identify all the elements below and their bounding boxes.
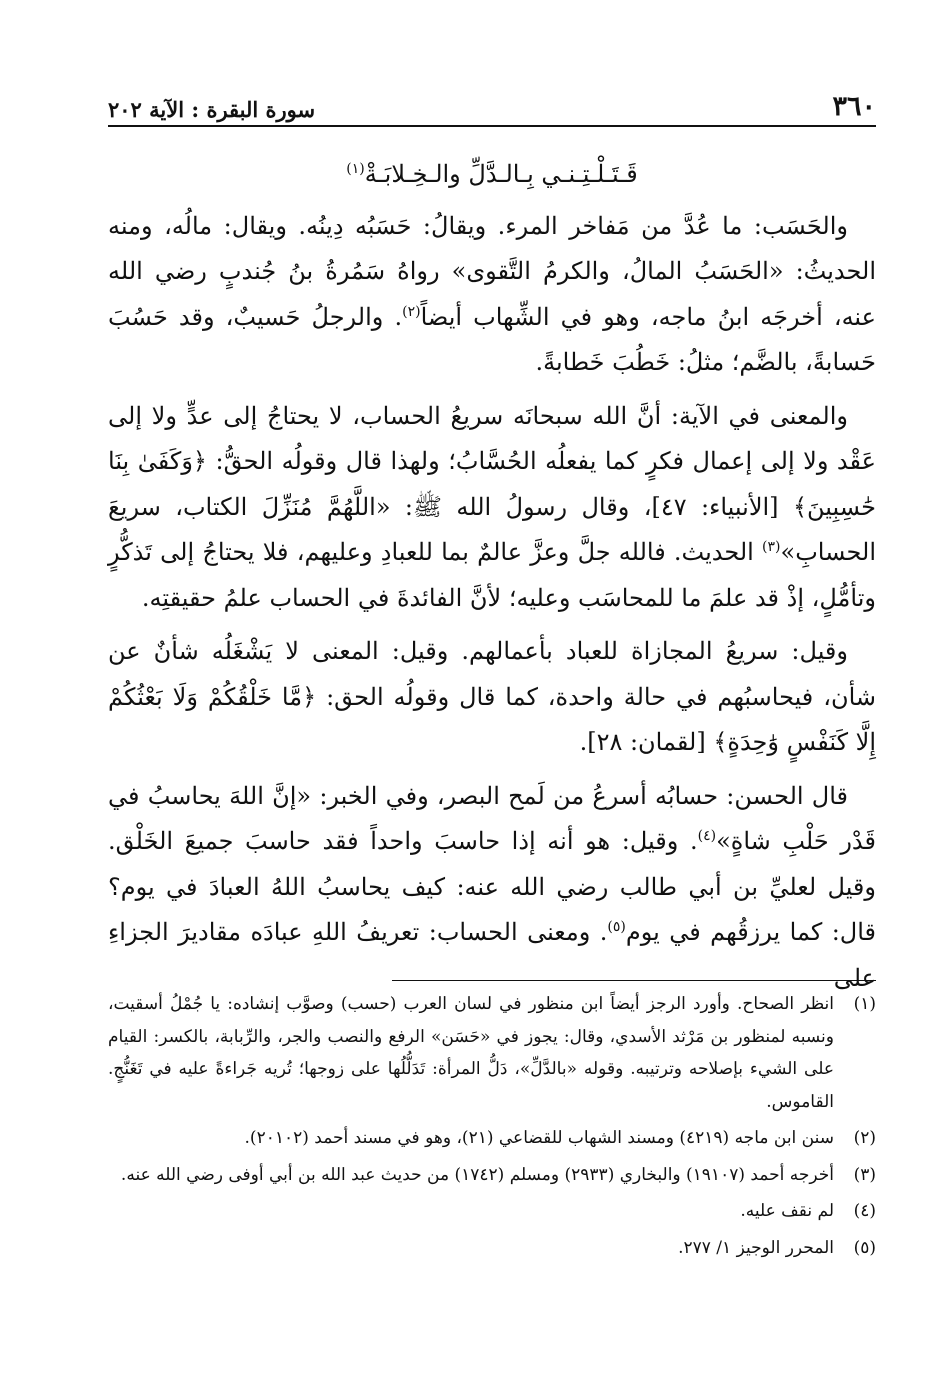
footnote-ref: (٥) bbox=[607, 919, 626, 935]
footnote bbox=[108, 1195, 876, 1228]
footnote-text: لم نقف عليه. bbox=[740, 1201, 834, 1221]
footnote-ref: (٤) bbox=[697, 828, 717, 844]
page-number: ٣٦٠ bbox=[832, 91, 876, 122]
paragraph-text: . والرجلُ حَسيبٌ، وقد حَسُبَ حَسابةً، بالضَّم؛ مثلُ: خَطُبَ خَطابةً. bbox=[108, 302, 876, 376]
footnotes bbox=[108, 988, 876, 1268]
paragraph-text: والمعنى في الآية: أنَّ الله سبحانَه سريعُ الحساب، لا يحتاجُ إلى عدٍّ ولا إلى عَقْد ولا إلى إعمال فكرٍ كما يفعلُه الحُسَّابُ؛ ولهذا قال وقولُه الحقُّ: ﴿وَكَفَىٰ بِنَا حَٰسِبِينَ﴾ [الأنبياء: ٤٧]، وقال رسولُ الله ﷺ: «اللَّهُمَّ مُنَزِّلَ الكتاب، سريعَ الحسابِ» bbox=[108, 401, 877, 566]
footnote bbox=[108, 1232, 876, 1265]
paragraph-text: وقيل: سريعُ المجازاة للعباد بأعمالهم. وقيل: المعنى لا يَشْغَلُه شأنٌ عن شأن، فيحاسبُهم في حالة واحدة، كما قال وقولُه الحق: ﴿مَّا خَلْقُكُمْ وَلَا بَعْثُكُمْ إِلَّا كَنَفْسٍ وَٰحِدَةٍ﴾ [لقمان: ٢٨]. bbox=[108, 637, 876, 756]
footnote-number: (٤) bbox=[853, 1201, 876, 1221]
paragraph bbox=[108, 774, 876, 1002]
header-divider bbox=[108, 125, 876, 127]
footnote-text: المحرر الوجيز ١/ ٢٧٧. bbox=[678, 1237, 834, 1258]
paragraph bbox=[108, 629, 876, 766]
footnote bbox=[108, 1122, 876, 1155]
footnote-ref: (٣) bbox=[762, 539, 781, 555]
footnote-ref: (٢) bbox=[402, 303, 421, 320]
paragraph bbox=[108, 204, 876, 386]
footnote-ref: (١) bbox=[346, 161, 365, 177]
footnote bbox=[108, 988, 876, 1118]
verse-line bbox=[108, 152, 876, 198]
footnote-number: (٣) bbox=[853, 1164, 876, 1185]
footnote-divider bbox=[392, 980, 876, 981]
main-text bbox=[108, 152, 876, 1009]
paragraph bbox=[108, 394, 876, 622]
footnote-text: أخرجه أحمد (١٩١٠٧) والبخاري (٢٩٣٣) ومسلم (١٧٤٢) من حديث عبد الله بن أبي أوفى رضي الله عنه. bbox=[120, 1164, 834, 1185]
paragraph-text: والحَسَب: ما عُدَّ من مَفاخر المرء. ويقالُ: حَسَبُه دِينُه. ويقال: مالُه، ومنه الحديثُ: «الحَسَبُ المالُ، والكرمُ التَّقوى» رواهُ سَمُرةُ بنُ جُندبٍ رضي الله عنه، أخرجَه ابنُ ماجه، وهو في الشِّهاب أيضاً bbox=[108, 211, 876, 331]
footnote-number: (٢) bbox=[853, 1128, 876, 1148]
paragraph-text: . ومعنى الحساب: تعريفُ اللهِ عبادَه مقاديرَ الجزاءِ على bbox=[108, 918, 876, 992]
page-header bbox=[108, 82, 876, 122]
verse-text: قَـتَـلْـتِـنـي بِـالـدَّلِّ والـخِـلابَـةْ bbox=[364, 160, 638, 188]
footnote-number: (١) bbox=[853, 994, 876, 1014]
running-title: سورة البقرة : الآية ٢٠٢ bbox=[108, 97, 316, 122]
paragraph-text: الحديث. فالله جلَّ وعزَّ عالمٌ بما للعبادِ وعليهم، فلا يحتاجُ إلى تَذكُّرٍ وتأمُّلٍ، إذْ قد علمَ ما للمحاسَب وعليه؛ لأنَّ الفائدةَ في الحساب علمُ حقيقتِه. bbox=[108, 538, 876, 612]
footnote-text: انظر الصحاح. وأورد الرجز أيضاً ابن منظور في لسان العرب (حسب) وصوَّب إنشاده: يا جُمْلُ أسقيت، ونسبه لمنظور بن مَرْثد الأسدي، وقال: يجوز في «حَسَن» الرفع والنصب والجر، والرِّبابة، بالكسر: القيام على الشيء بإصلاحه وترتيبه. وقوله «بالدَّلِّ»، دَلُّ المرأة: تَدَلُّلُها على زوجها؛ تُريه جَراءةً عليه في تَغَنُّجٍ. القاموس. bbox=[108, 994, 834, 1112]
paragraph-text: قال الحسن: حسابُه أسرعُ من لَمح البصر، وفي الخبر: «إنَّ اللهَ يحاسبُ في قَدْر حَلْبِ شاةٍ» bbox=[108, 781, 876, 855]
footnote-text: سنن ابن ماجه (٤٢١٩) ومسند الشهاب للقضاعي (٢١)، وهو في مسند أحمد (٢٠١٠٢). bbox=[244, 1128, 834, 1148]
footnote-number: (٥) bbox=[853, 1237, 876, 1258]
footnote bbox=[108, 1159, 876, 1192]
paragraph-text: . وقيل: هو أنه إذا حاسبَ واحداً فقد حاسبَ جميعَ الخَلْق. وقيل لعليِّ بن أبي طالب رضي الله عنه: كيف يحاسبُ اللهُ العبادَ في يوم؟ قال: كما يرزقُهم في يوم bbox=[108, 827, 876, 946]
